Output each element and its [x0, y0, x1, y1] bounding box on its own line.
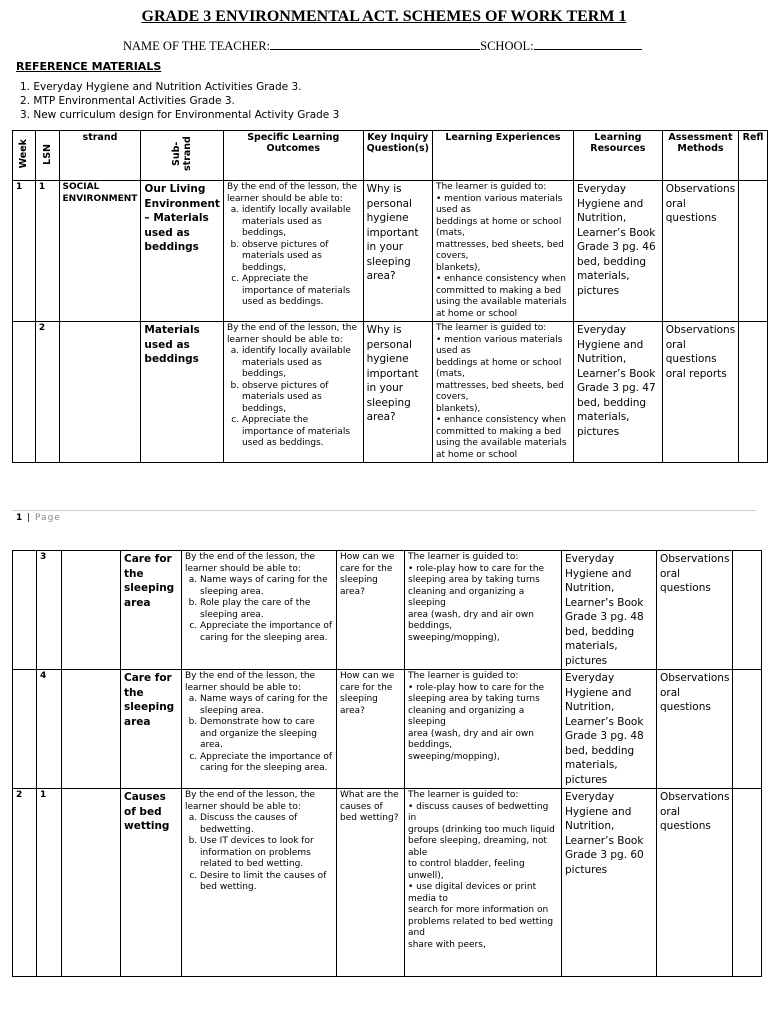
lsn-cell: 1 [35, 181, 59, 322]
outcomes-list [227, 346, 360, 450]
strand-cell [59, 322, 141, 463]
table-row [13, 322, 768, 463]
header-question: Key Inquiry Question(s) [363, 131, 432, 181]
strand-cell: SOCIAL ENVIRONMENT [59, 181, 141, 322]
outcome-item: a. identify locally available materials used as beddings, [242, 205, 360, 240]
school-blank[interactable] [534, 37, 642, 50]
outcome-item: a. Name ways of caring for the sleeping area. [200, 694, 333, 717]
header-outcomes: Specific Learning Outcomes [223, 131, 363, 181]
outcomes-intro: By the end of the lesson, the learner should be able to: [226, 182, 358, 204]
outcome-item: a. identify locally available materials used as beddings, [242, 346, 360, 381]
table-row [13, 181, 768, 322]
question-cell: Why is personal hygiene important in your sleeping area? [363, 181, 432, 322]
header-assessment: Assessment Methods [662, 131, 738, 181]
header-experiences: Learning Experiences [432, 131, 573, 181]
strand-cell [62, 670, 121, 789]
outcome-item: a. Discuss the causes of bedwetting. [200, 813, 333, 836]
header-strand: strand [59, 131, 141, 181]
header-week: Week [13, 131, 36, 181]
sub-strand-cell: Care for the sleeping area [121, 670, 182, 789]
experiences-cell: The learner is guided to: • mention various materials used as beddings at home or school (mats, mattresses, bed sheets, bed covers, blankets), • enhance consistency when committed to making a bed using the available materials at home or school [432, 181, 573, 322]
outcome-item: c. Appreciate the importance of materials used as beddings. [242, 274, 360, 309]
reference-item: 1. Everyday Hygiene and Nutrition Activities Grade 3. [20, 81, 302, 93]
question-cell: How can we care for the sleeping area? [337, 670, 405, 789]
sub-strand-cell: Causes of bed wetting [121, 789, 182, 977]
week-cell [13, 322, 36, 463]
reflection-cell [733, 551, 762, 670]
table-row [13, 670, 762, 789]
week-cell: 2 [13, 789, 37, 977]
reflection-cell [733, 789, 762, 977]
reflection-cell [733, 670, 762, 789]
reflection-cell [739, 322, 768, 463]
outcomes-list [185, 813, 333, 894]
header-lsn: LSN [35, 131, 59, 181]
experiences-cell: The learner is guided to: • mention various materials used as beddings at home or school (mats, mattresses, bed sheets, bed covers, blankets), • enhance consistency when committed to making a bed using the available materials at home or school [432, 322, 573, 463]
assessment-cell: Observations oral questions [657, 551, 733, 670]
assessment-cell: Observations oral questions [662, 181, 738, 322]
question-cell: What are the causes of bed wetting? [337, 789, 405, 977]
resources-cell: Everyday Hygiene and Nutrition, Learner’s Book Grade 3 pg. 48 bed, bedding materials, pictures [562, 551, 657, 670]
page-label: Page [35, 513, 61, 523]
outcomes-intro: By the end of the lesson, the learner should be able to: [185, 552, 316, 574]
outcome-item: c. Appreciate the importance of materials used as beddings. [242, 415, 360, 450]
outcomes-cell [182, 670, 337, 789]
header-sub-strand: Sub-strand [141, 131, 224, 181]
assessment-cell: Observations oral questions [657, 789, 733, 977]
outcomes-cell [223, 181, 363, 322]
outcomes-intro: By the end of the lesson, the learner should be able to: [226, 323, 358, 345]
lsn-cell: 4 [37, 670, 62, 789]
strand-cell [62, 789, 121, 977]
resources-cell: Everyday Hygiene and Nutrition, Learner’s Book Grade 3 pg. 46 bed, bedding materials, pictures [573, 181, 662, 322]
week-cell [13, 670, 37, 789]
scheme-table-page-1 [12, 130, 768, 463]
page-number: 1 [16, 513, 24, 523]
experiences-cell: The learner is guided to: • discuss causes of bedwetting in groups (drinking too much liquid before sleeping, dreaming, not able to control bladder, feeling unwell), • use digital devices or print media to search for more information on problems related to bed wetting and share with peers, [405, 789, 562, 977]
week-cell [13, 551, 37, 670]
outcomes-intro: By the end of the lesson, the learner should be able to: [185, 671, 316, 693]
assessment-cell: Observations oral questions oral reports [662, 322, 738, 463]
reflection-cell [739, 181, 768, 322]
outcome-item: b. Use IT devices to look for information on problems related to bed wetting. [200, 836, 333, 871]
reference-list [20, 80, 339, 122]
lsn-cell: 1 [37, 789, 62, 977]
outcome-item: c. Appreciate the importance of caring for the sleeping area. [200, 621, 333, 644]
outcomes-list [185, 694, 333, 775]
lsn-cell: 2 [35, 322, 59, 463]
outcome-item: b. observe pictures of materials used as beddings, [242, 240, 360, 275]
question-cell: How can we care for the sleeping area? [337, 551, 405, 670]
reference-item: 2. MTP Environmental Activities Grade 3. [20, 95, 235, 107]
footer-rule [12, 510, 756, 511]
question-cell: Why is personal hygiene important in your sleeping area? [363, 322, 432, 463]
outcome-item: b. observe pictures of materials used as beddings, [242, 381, 360, 416]
teacher-school-line [123, 37, 642, 54]
experiences-cell: The learner is guided to: • role-play how to care for the sleeping area by taking turns cleaning and organizing a sleeping area (wash, dry and air own beddings, sweeping/mopping), [405, 670, 562, 789]
outcomes-intro: By the end of the lesson, the learner should be able to: [185, 790, 316, 812]
page-separator: | [23, 513, 36, 523]
outcome-item: b. Role play the care of the sleeping area. [200, 598, 333, 621]
experiences-cell: The learner is guided to: • role-play how to care for the sleeping area by taking turns cleaning and organizing a sleeping area (wash, dry and air own beddings, sweeping/mopping), [405, 551, 562, 670]
outcomes-cell [182, 551, 337, 670]
lsn-cell: 3 [37, 551, 62, 670]
resources-cell: Everyday Hygiene and Nutrition, Learner’s Book Grade 3 pg. 60 pictures [562, 789, 657, 977]
school-label: SCHOOL: [480, 39, 534, 53]
resources-cell: Everyday Hygiene and Nutrition, Learner’s Book Grade 3 pg. 48 bed, bedding materials, pictures [562, 670, 657, 789]
table-row [13, 551, 762, 670]
outcomes-list [185, 575, 333, 644]
sub-strand-cell: Materials used as beddings [141, 322, 224, 463]
outcomes-cell [182, 789, 337, 977]
teacher-label: NAME OF THE TEACHER: [123, 39, 271, 53]
outcomes-list [227, 205, 360, 309]
reference-item: 3. New curriculum design for Environmental Activity Grade 3 [20, 109, 340, 121]
page-footer [16, 513, 61, 523]
page-title: GRADE 3 ENVIRONMENTAL ACT. SCHEMES OF WORK TERM 1 [141, 8, 627, 25]
resources-cell: Everyday Hygiene and Nutrition, Learner’s Book Grade 3 pg. 47 bed, bedding materials, pictures [573, 322, 662, 463]
scheme-table-page-2 [12, 550, 762, 977]
strand-cell [62, 551, 121, 670]
sub-strand-cell: Care for the sleeping area [121, 551, 182, 670]
teacher-blank[interactable] [270, 37, 480, 50]
outcome-item: c. Appreciate the importance of caring for the sleeping area. [200, 752, 333, 775]
outcome-item: a. Name ways of caring for the sleeping area. [200, 575, 333, 598]
outcome-item: c. Desire to limit the causes of bed wetting. [200, 871, 333, 894]
outcomes-cell [223, 322, 363, 463]
assessment-cell: Observations oral questions [657, 670, 733, 789]
table-row [13, 789, 762, 977]
header-resources: Learning Resources [573, 131, 662, 181]
reference-heading: REFERENCE MATERIALS [16, 60, 162, 73]
header-reflection: Refl [739, 131, 768, 181]
week-cell: 1 [13, 181, 36, 322]
sub-strand-cell: Our Living Environment – Materials used as beddings [141, 181, 224, 322]
outcome-item: b. Demonstrate how to care and organize the sleeping area. [200, 717, 333, 752]
